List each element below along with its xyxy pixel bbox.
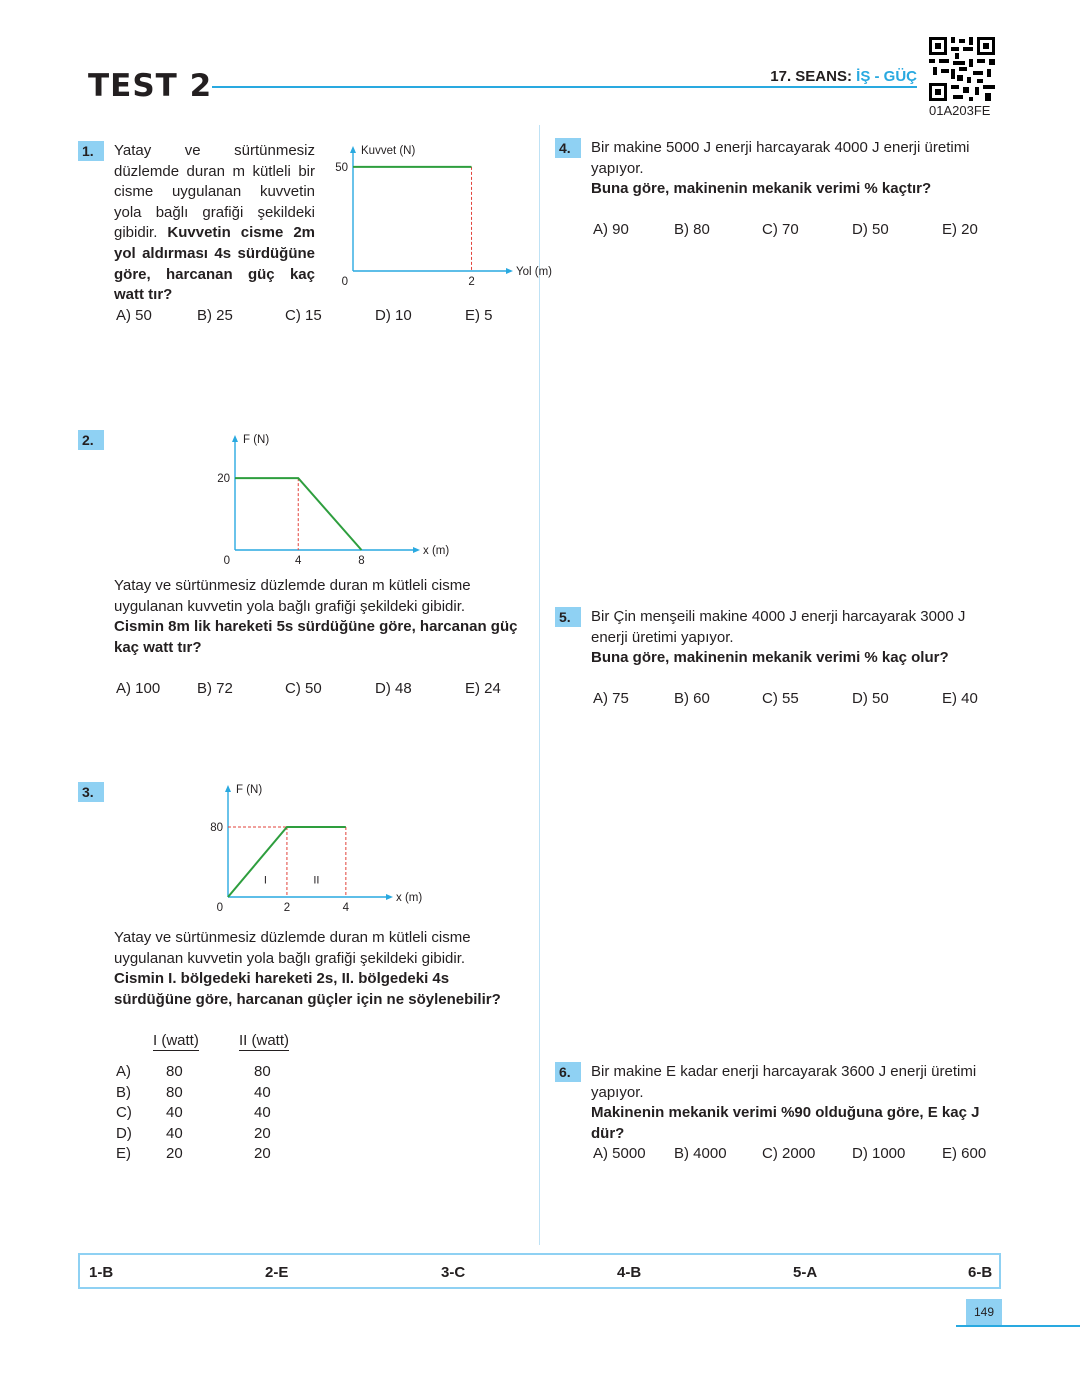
option-e[interactable]: E) 24 [465, 680, 501, 697]
table-cell: 40 [254, 1084, 271, 1101]
x-axis-label: Yol (m) [516, 266, 552, 278]
table-cell: 40 [166, 1104, 183, 1121]
header-rule [212, 86, 917, 88]
qr-code-label: 01A203FE [929, 103, 991, 118]
option-d[interactable]: D) 1000 [852, 1145, 906, 1162]
question-1-text [114, 141, 315, 306]
table-row-label[interactable]: E) [116, 1145, 131, 1162]
question-4-prompt: Buna göre, makinenin mekanik verimi % kaçtır? [591, 180, 932, 198]
table-header-i: I (watt) [153, 1032, 199, 1049]
question-number: 4. [555, 138, 581, 158]
option-b[interactable]: B) 80 [674, 221, 710, 238]
question-number: 6. [555, 1062, 581, 1082]
option-d[interactable]: D) 10 [375, 307, 412, 324]
answer-key-item: 3-C [441, 1264, 466, 1281]
option-c[interactable]: C) 2000 [762, 1145, 816, 1162]
question-3-body: Yatay ve sürtünmesiz düzlemde duran m kütleli cisme uygulanan kuvvetin yola bağlı grafiği şekildeki gibidir. [114, 929, 471, 967]
option-c[interactable]: C) 50 [285, 680, 322, 697]
y-axis-label: Kuvvet (N) [361, 145, 416, 157]
table-row-label[interactable]: D) [116, 1125, 132, 1142]
table-row-label[interactable]: A) [116, 1063, 131, 1080]
question-3-prompt: Cismin I. bölgedeki hareketi 2s, II. bölgedeki 4s sürdüğüne göre, harcanan güçler için ne söylenebilir? [114, 970, 501, 1008]
footer-rule [956, 1325, 1080, 1327]
x-tick-label: 0 [223, 555, 230, 567]
question-number: 1. [78, 141, 104, 161]
table-cell: 40 [254, 1104, 271, 1121]
option-e[interactable]: E) 40 [942, 690, 978, 707]
x-axis-arrow-icon [386, 894, 393, 900]
answer-key-item: 2-E [265, 1264, 289, 1281]
x-axis-label: x (m) [423, 545, 450, 557]
answer-key-box [78, 1253, 1001, 1289]
question-3-text [114, 928, 518, 1010]
question-number: 5. [555, 607, 581, 627]
table-cell: 80 [254, 1063, 271, 1080]
question-4-text [591, 138, 995, 200]
question-2-prompt: Cismin 8m lik hareketi 5s sürdüğüne göre, harcanan güç kaç watt tır? [114, 618, 518, 656]
option-c[interactable]: C) 55 [762, 690, 799, 707]
x-tick-label: 0 [216, 902, 223, 914]
y-tick-label: 50 [335, 161, 348, 174]
chart-force-distance-3 [200, 773, 430, 918]
question-1-prompt: Kuvvetin cisme 2m yol aldırması 4s sürdüğüne göre, harcanan güç kaç watt tır? [114, 224, 315, 304]
y-axis-arrow-icon [225, 785, 231, 792]
table-cell: 80 [166, 1063, 183, 1080]
table-cell: 20 [166, 1145, 183, 1162]
y-axis-arrow-icon [350, 146, 356, 153]
test-title: TEST 2 [88, 68, 213, 104]
x-tick-label: 0 [341, 276, 348, 288]
option-d[interactable]: D) 48 [375, 680, 412, 697]
option-b[interactable]: B) 4000 [674, 1145, 727, 1162]
question-number: 2. [78, 430, 104, 450]
question-1-body: Yatay ve sürtünmesiz düzlemde duran m kütleli bir cisme uygulanan kuvvetin yola bağlı grafiği şekildeki gibidir. [114, 142, 315, 242]
table-row-label[interactable]: C) [116, 1104, 132, 1121]
answer-key-item: 4-B [617, 1264, 642, 1281]
session-prefix: 17. SEANS: [770, 68, 857, 85]
option-a[interactable]: A) 90 [593, 221, 629, 238]
option-c[interactable]: C) 15 [285, 307, 322, 324]
table-cell: 20 [254, 1145, 271, 1162]
y-tick-label: 20 [217, 473, 230, 486]
y-axis-arrow-icon [232, 435, 238, 442]
y-axis-label: F (N) [243, 434, 270, 446]
option-e[interactable]: E) 600 [942, 1145, 987, 1162]
chart-force-distance-2 [205, 423, 450, 573]
x-tick-label: 2 [283, 902, 291, 914]
x-axis-label: x (m) [396, 892, 423, 904]
page-number: 149 [966, 1299, 1002, 1325]
session-topic: İŞ - GÜÇ [856, 68, 917, 85]
question-4-body: Bir makine 5000 J enerji harcayarak 4000 J enerji üretimi yapıyor. [591, 139, 970, 177]
option-a[interactable]: A) 5000 [593, 1145, 646, 1162]
question-5-prompt: Buna göre, makinenin mekanik verimi % kaç olur? [591, 649, 949, 667]
region-label: II [313, 874, 320, 887]
option-a[interactable]: A) 75 [593, 690, 629, 707]
option-b[interactable]: B) 72 [197, 680, 233, 697]
answer-key-item: 6-B [968, 1264, 993, 1281]
x-tick-label: 8 [358, 555, 365, 567]
qr-code-icon [929, 37, 995, 101]
y-axis-label: F (N) [236, 784, 263, 796]
table-row-label[interactable]: B) [116, 1084, 131, 1101]
table-header-ii: II (watt) [239, 1032, 290, 1049]
option-c[interactable]: C) 70 [762, 221, 799, 238]
option-e[interactable]: E) 20 [942, 221, 978, 238]
table-cell: 80 [166, 1084, 183, 1101]
region-label: I [263, 874, 267, 887]
option-a[interactable]: A) 100 [116, 680, 161, 697]
x-axis-arrow-icon [413, 547, 420, 553]
chart-force-distance-1 [325, 138, 552, 288]
table-cell: 40 [166, 1125, 183, 1142]
answer-key-item: 5-A [793, 1264, 818, 1281]
x-tick-label: 4 [342, 902, 350, 914]
session-title [770, 68, 917, 85]
question-6-body: Bir makine E kadar enerji harcayarak 3600 J enerji üretimi yapıyor. [591, 1063, 977, 1101]
option-d[interactable]: D) 50 [852, 221, 889, 238]
question-5-body: Bir Çin menşeili makine 4000 J enerji harcayarak 3000 J enerji üretimi yapıyor. [591, 608, 966, 646]
option-b[interactable]: B) 60 [674, 690, 710, 707]
table-cell: 20 [254, 1125, 271, 1142]
question-5-text [591, 607, 995, 669]
option-b[interactable]: B) 25 [197, 307, 233, 324]
question-6-prompt: Makinenin mekanik verimi %90 olduğuna göre, E kaç J dür? [591, 1104, 980, 1142]
question-2-text [114, 576, 518, 658]
question-2-body: Yatay ve sürtünmesiz düzlemde duran m kütleli cisme uygulanan kuvvetin yola bağlı grafiği şekildeki gibidir. [114, 577, 471, 615]
x-tick-label: 4 [295, 555, 302, 567]
x-tick-label: 2 [468, 276, 475, 288]
option-d[interactable]: D) 50 [852, 690, 889, 707]
option-a[interactable]: A) 50 [116, 307, 152, 324]
option-e[interactable]: E) 5 [465, 307, 493, 324]
answer-key-item: 1-B [89, 1264, 114, 1281]
x-axis-arrow-icon [506, 268, 513, 274]
question-number: 3. [78, 782, 104, 802]
question-6-text [591, 1062, 995, 1144]
column-divider [539, 125, 540, 1245]
y-tick-label: 80 [210, 822, 223, 834]
